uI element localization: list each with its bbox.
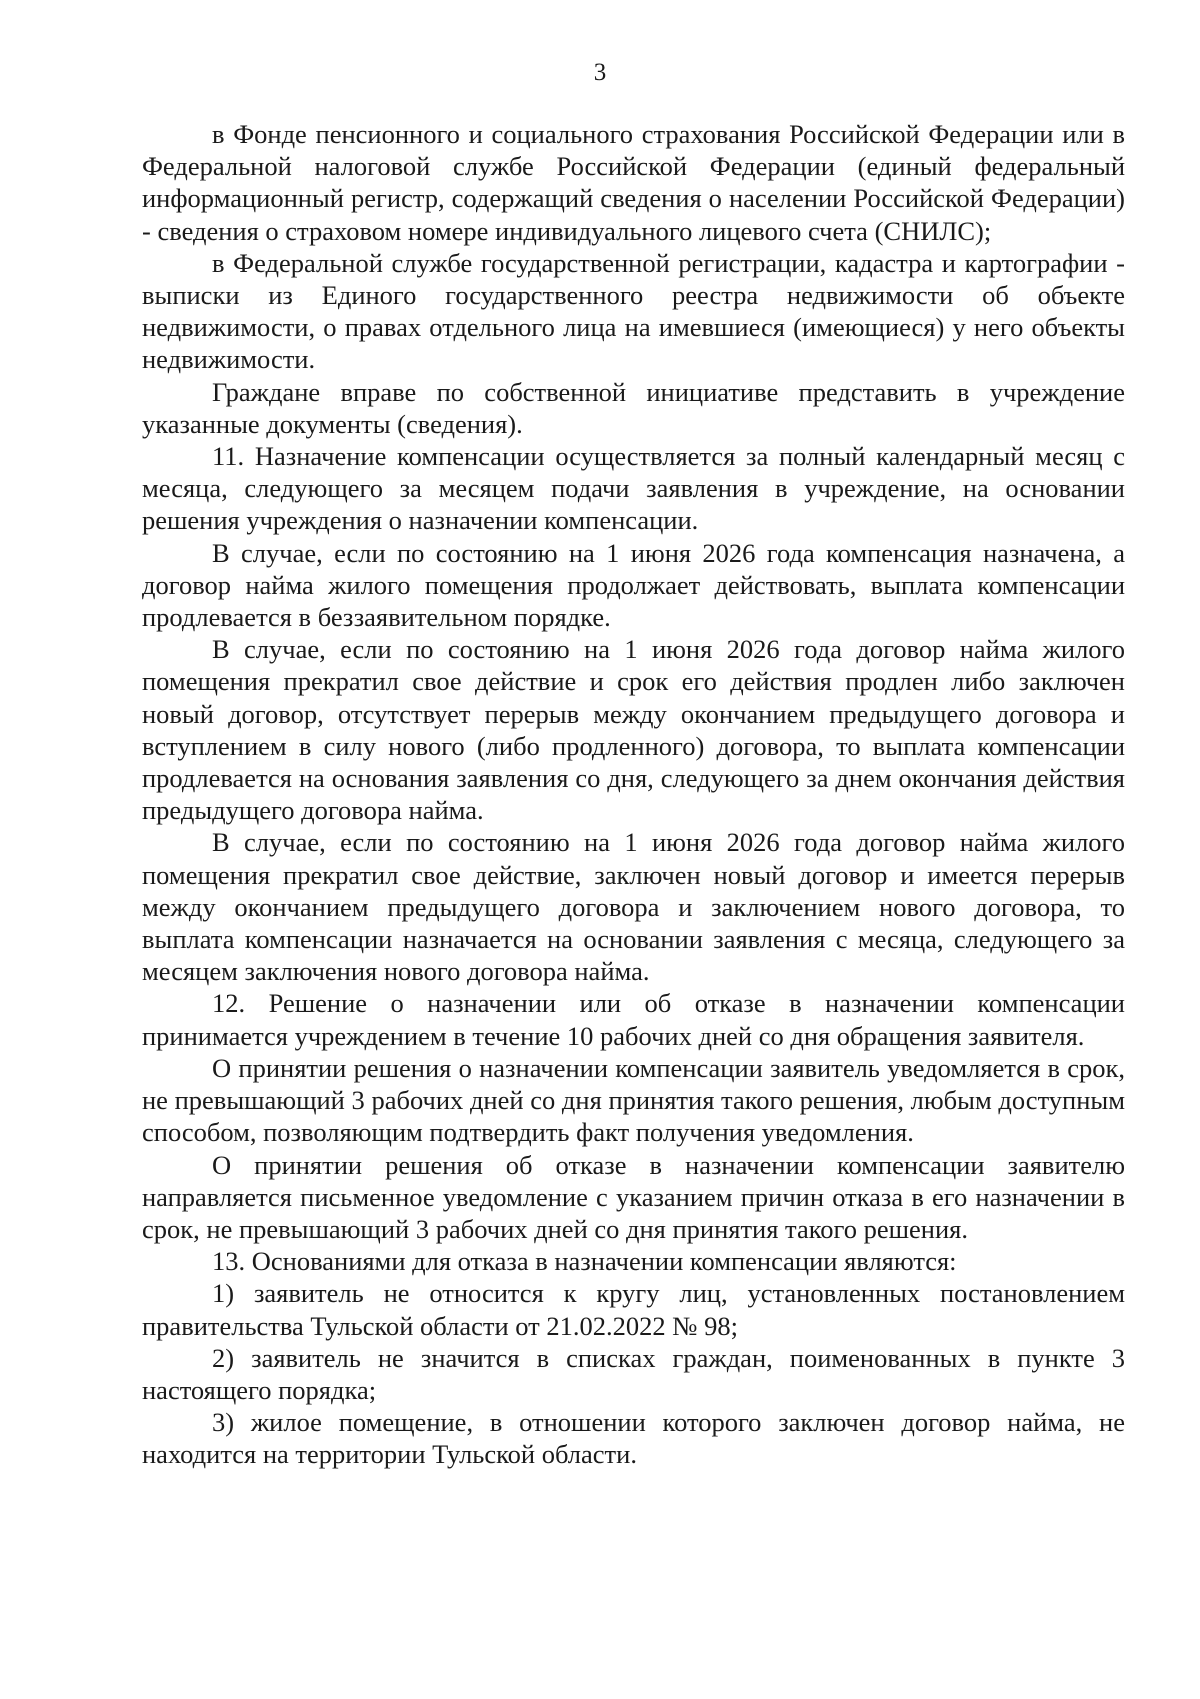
paragraph-clause-12-refusal-notice: О принятии решения об отказе в назначении компенсации заявителю направляется письменное уведомление с указанием причин отказа в его назначении в срок, не превышающий 3 рабочих дней со дня принятия такого решения. xyxy=(142,1149,1125,1244)
paragraph-clause-12-approval-notice: О принятии решения о назначении компенсации заявитель уведомляется в срок, не превышающий 3 рабочих дней со дня принятия такого решения, любым доступным способом, позволяющим подтвердить факт получения уведомления. xyxy=(142,1052,1125,1148)
document-body xyxy=(142,118,1125,1471)
page-number: 3 xyxy=(593,59,607,86)
paragraph-clause-13-item-3: 3) жилое помещение, в отношении которого заключен договор найма, не находится на территории Тульской области. xyxy=(142,1407,1125,1470)
paragraph-clause-12: 12. Решение о назначении или об отказе в назначении компенсации принимается учреждением в течение 10 рабочих дней со дня обращения заявителя. xyxy=(142,988,1125,1051)
paragraph-citizens-right: Граждане вправе по собственной инициативе представить в учреждение указанные документы (сведения). xyxy=(142,376,1125,439)
paragraph-clause-11: 11. Назначение компенсации осуществляется за полный календарный месяц с месяца, следующего за месяцем подачи заявления в учреждение, на основании решения учреждения о назначении компенсации. xyxy=(142,441,1125,536)
paragraph-rosreestr-source: в Федеральной службе государственной регистрации, кадастра и картографии - выписки из Единого государственного реестра недвижимости об объекте недвижимости, о правах отдельного лица на имевшиеся (имеющиеся) у него объекты недвижимости. xyxy=(142,247,1125,375)
paragraph-clause-13-item-2: 2) заявитель не значится в списках граждан, поименованных в пункте 3 настоящего порядка; xyxy=(142,1342,1125,1405)
paragraph-snils-source: в Фонде пенсионного и социального страхования Российской Федерации или в Федеральной налоговой службе Российской Федерации (единый федеральный информационный регистр, содержащий сведения о населении Российской Федерации) - сведения о страховом номере индивидуального лицевого счета (СНИЛС); xyxy=(142,119,1125,246)
paragraph-clause-13: 13. Основаниями для отказа в назначении компенсации являются: xyxy=(212,1246,957,1277)
paragraph-clause-11-case-1: В случае, если по состоянию на 1 июня 2026 года компенсация назначена, а договор найма жилого помещения продолжает действовать, выплата компенсации продлевается в беззаявительном порядке. xyxy=(142,537,1125,633)
paragraph-clause-13-item-1: 1) заявитель не относится к кругу лиц, установленных постановлением правительства Тульской области от 21.02.2022 № 98; xyxy=(142,1278,1125,1341)
paragraph-clause-11-case-3: В случае, если по состоянию на 1 июня 2026 года договор найма жилого помещения прекратил свое действие, заключен новый договор и имеется перерыв между окончанием предыдущего договора и заключением нового договора, то выплата компенсации назначается на основании заявления с месяца, следующего за месяцем заключения нового договора найма. xyxy=(142,827,1125,987)
paragraph-clause-11-case-2: В случае, если по состоянию на 1 июня 2026 года договор найма жилого помещения прекратил свое действие и срок его действия продлен либо заключен новый договор, отсутствует перерыв между окончанием предыдущего договора и вступлением в силу нового (либо продленного) договора, то выплата компенсации продлевается на основания заявления со дня, следующего за днем окончания действия предыдущего договора найма. xyxy=(142,634,1125,826)
